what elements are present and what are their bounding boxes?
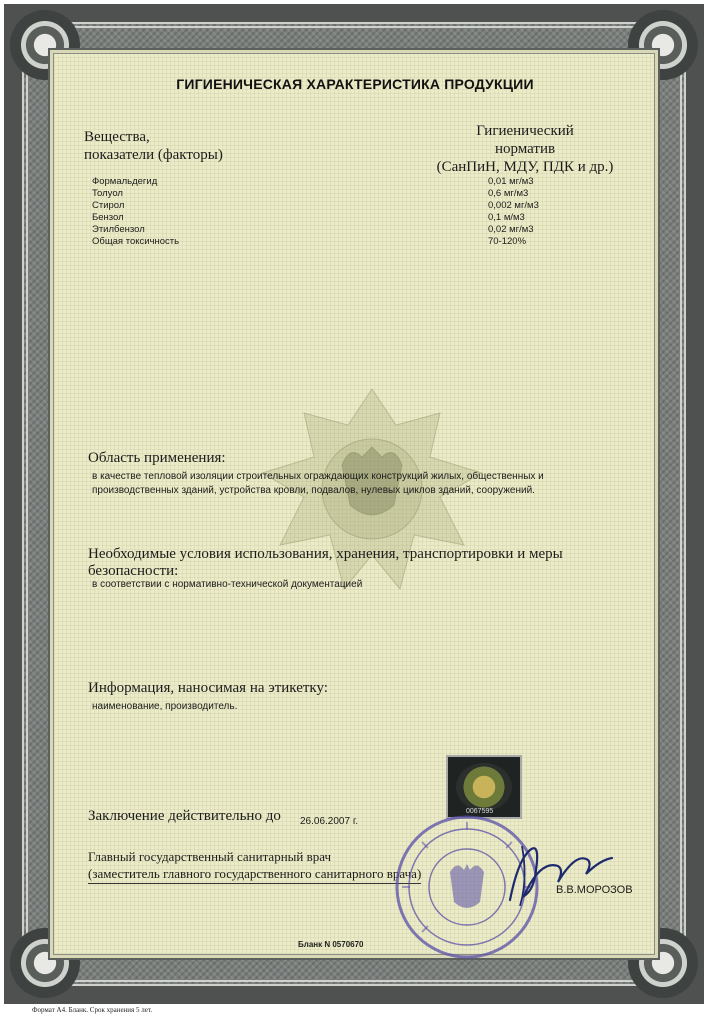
substance-norm: 0,02 мг/м3 <box>488 224 534 235</box>
substance-name: Толуол <box>92 188 123 199</box>
substance-name: Формальдегид <box>92 176 158 187</box>
document-title: ГИГИЕНИЧЕСКАЯ ХАРАКТЕРИСТИКА ПРОДУКЦИИ <box>176 76 534 92</box>
blank-number: Бланк N 0570670 <box>298 940 364 949</box>
conditions-text: в соответствии с нормативно-технической документацией <box>92 579 363 590</box>
header-line: Гигиенический <box>476 123 574 139</box>
validity-label: Заключение действительно до <box>88 808 281 824</box>
norm-column-header <box>420 122 630 176</box>
scope-line: производственных зданий, устройства кровли, подвалов, нулевых циклов зданий, сооружений. <box>92 485 535 496</box>
substance-name: Этилбензол <box>92 224 145 235</box>
substance-norm: 70-120% <box>488 236 527 247</box>
conditions-heading-line: безопасности: <box>88 563 179 579</box>
signatory-name: В.В.МОРОЗОВ <box>556 884 633 896</box>
conditions-heading-line: Необходимые условия использования, хранения, транспортировки и меры <box>88 546 563 562</box>
substances-column-header <box>84 128 223 164</box>
label-info-text: наименование, производитель. <box>92 701 238 712</box>
signatory-subtitle: (заместитель главного государственного санитарного врача) <box>88 866 421 884</box>
table-row <box>92 200 572 212</box>
scope-heading: Область применения: <box>88 450 226 466</box>
substances-table <box>92 176 572 248</box>
table-row <box>92 236 572 248</box>
table-row <box>92 176 572 188</box>
conditions-heading <box>88 546 563 580</box>
footer-note: Формат А4. Бланк. Срок хранения 5 лет. <box>32 1006 153 1014</box>
validity-date: 26.06.2007 г. <box>300 816 359 827</box>
header-line: показатели (факторы) <box>84 147 223 163</box>
table-row <box>92 224 572 236</box>
substance-norm: 0,1 м/м3 <box>488 212 525 223</box>
substance-norm: 0,002 мг/м3 <box>488 200 539 211</box>
table-row <box>92 188 572 200</box>
substance-name: Бензол <box>92 212 124 223</box>
handwritten-signature-icon <box>500 830 620 910</box>
substance-name: Стирол <box>92 200 125 211</box>
hologram-number: 0067595 <box>466 808 494 815</box>
scope-text <box>92 470 544 498</box>
substance-name: Общая токсичность <box>92 236 180 247</box>
header-line: (СанПиН, МДУ, ПДК и др.) <box>436 159 614 175</box>
header-line: Вещества, <box>84 129 150 145</box>
table-row <box>92 212 572 224</box>
signatory-title: Главный государственный санитарный врач <box>88 849 332 864</box>
substance-norm: 0,6 мг/м3 <box>488 188 529 199</box>
substance-norm: 0,01 мг/м3 <box>488 176 534 187</box>
label-info-heading: Информация, наносимая на этикетку: <box>88 680 328 696</box>
scope-line: в качестве тепловой изоляции строительных ограждающих конструкций жилых, общественных и <box>92 471 544 482</box>
header-line: норматив <box>494 141 556 157</box>
